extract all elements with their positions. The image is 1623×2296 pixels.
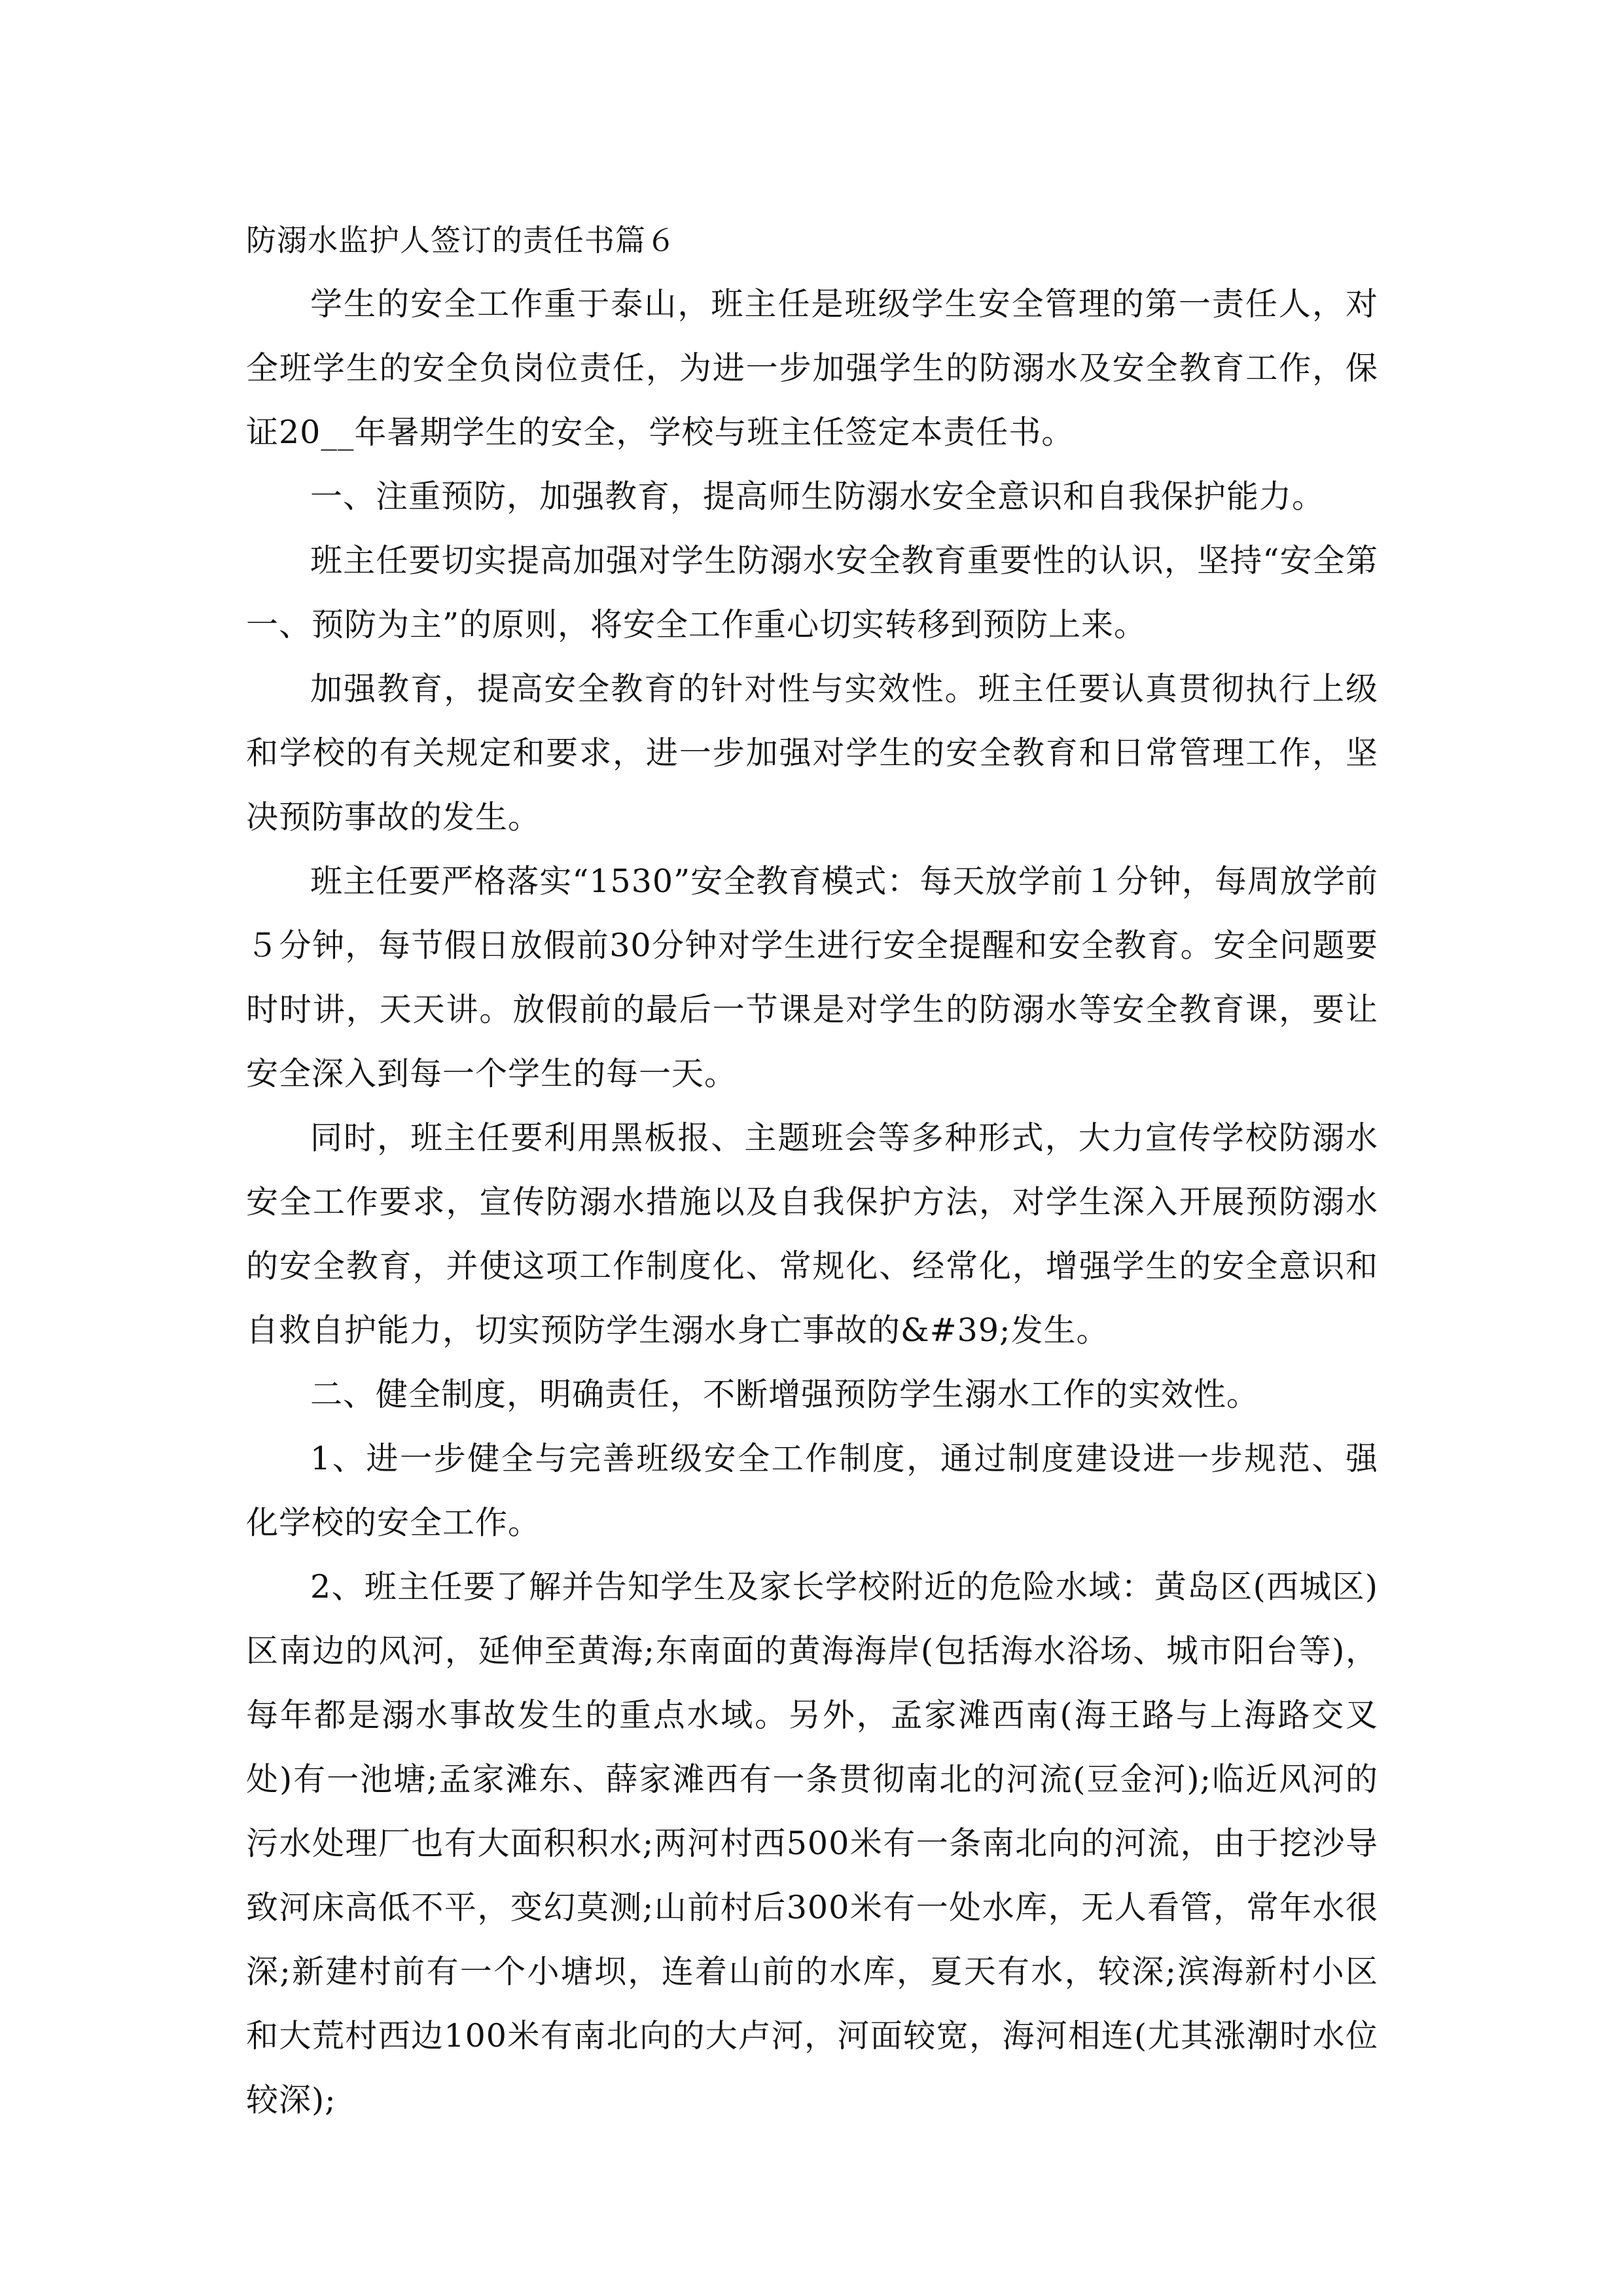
list-item: 1、进一步健全与完善班级安全工作制度，通过制度建设进一步规范、强化学校的安全工作。 xyxy=(246,1440,1378,1541)
paragraph: 同时，班主任要利用黑板报、主题班会等多种形式，大力宣传学校防溺水安全工作要求，宣传防溺水措施以及自我保护方法，对学生深入开展预防溺水的安全教育，并使这项工作制度化、常规化、经常化，增强学生的安全意识和自救自护能力，切实预防学生溺水身亡事故的&#39;发生。 xyxy=(246,1119,1378,1349)
section-heading-2: 二、健全制度，明确责任，不断增强预防学生溺水工作的实效性。 xyxy=(310,1376,1260,1413)
paragraph: 加强教育，提高安全教育的针对性与实效性。班主任要认真贯彻执行上级和学校的有关规定和要求，进一步加强对学生的安全教育和日常管理工作，坚决预防事故的发生。 xyxy=(246,670,1378,836)
paragraph: 班主任要切实提高加强对学生防溺水安全教育重要性的认识，坚持“安全第一、预防为主”的原则，将安全工作重心切实转移到预防上来。 xyxy=(246,542,1378,643)
list-item: 2、班主任要了解并告知学生及家长学校附近的危险水域：黄岛区(西城区)区南边的风河，延伸至黄海;东南面的黄海海岸(包括海水浴场、城市阳台等)，每年都是溺水事故发生的重点水域。另外，孟家滩西南(海王路与上海路交叉处)有一池塘;孟家滩东、薛家滩西有一条贯彻南北的河流(豆金河);临近风河的污水处理厂也有大面积积水;两河村西500米有一条南北向的河流，由于挖沙导致河床高低不平，变幻莫测;山前村后300米有一处水库，无人看管，常年水很深;新建村前有一个小塘坝，连着山前的水库，夏天有水，较深;滨海新村小区和大荒村西边100米有南北向的大卢河，河面较宽，海河相连(尤其涨潮时水位较深); xyxy=(246,1568,1378,2119)
paragraph: 班主任要严格落实“1530”安全教育模式：每天放学前１分钟，每周放学前５分钟，每节假日放假前30分钟对学生进行安全提醒和安全教育。安全问题要时时讲，天天讲。放假前的最后一节课是对学生的防溺水等安全教育课，要让安全深入到每一个学生的每一天。 xyxy=(246,863,1378,1092)
paragraph-intro: 学生的安全工作重于泰山，班主任是班级学生安全管理的第一责任人，对全班学生的安全负岗位责任，为进一步加强学生的防溺水及安全教育工作，保证20__年暑期学生的安全，学校与班主任签定本责任书。 xyxy=(246,285,1378,451)
document-body xyxy=(246,208,1378,2132)
section-heading-1: 一、注重预防，加强教育，提高师生防溺水安全意识和自我保护能力。 xyxy=(310,478,1325,515)
document-title: 防溺水监护人签订的责任书篇６ xyxy=(246,223,677,258)
